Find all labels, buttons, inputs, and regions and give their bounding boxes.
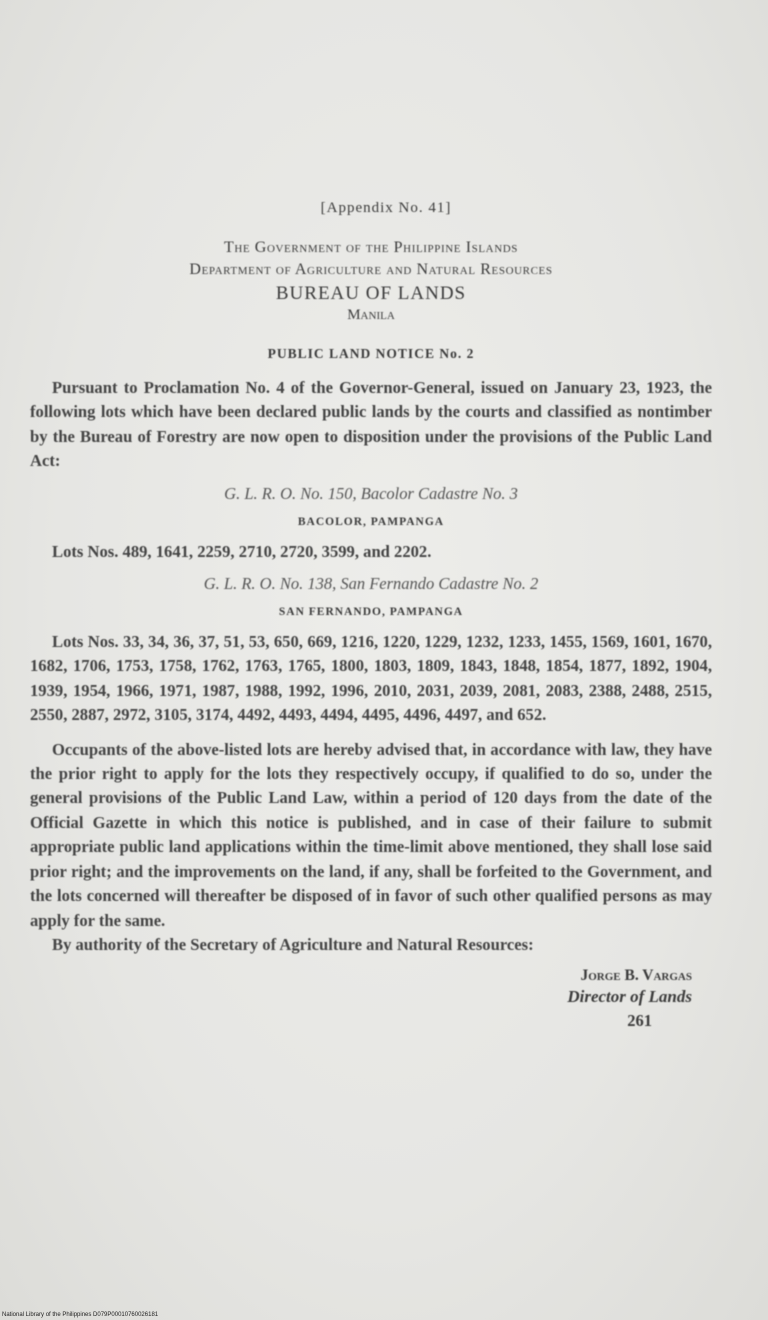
bureau-heading: BUREAU OF LANDS xyxy=(275,283,467,304)
signature-block xyxy=(30,967,712,1007)
signatory-title: Director of Lands xyxy=(567,987,692,1007)
section2-heading: G. L. R. O. No. 138, San Fernando Cadastre No. 2 xyxy=(203,574,539,594)
section2-place: SAN FERNANDO, PAMPANGA xyxy=(278,606,464,619)
section1-heading: G. L. R. O. No. 150, Bacolor Cadastre No. 3 xyxy=(224,483,518,503)
notice-content xyxy=(30,200,712,1031)
government-heading: The Government of the Philippine Islands xyxy=(223,239,519,256)
section2-lots: Lots Nos. 33, 34, 36, 37, 51, 53, 650, 669, 1216, 1220, 1229, 1232, 1233, 1455, 1569, 1601, 1670, 1682, 1706, 1753, 1758, 1762, 1763, 1765, 1800, 1803, 1809, 1843, 1848, 1854, 1877, 1892, 1904, 1939, 1954, 1966, 1971, 1987, 1988, 1992, 1996, 2010, 2031, 2039, 2081, 2083, 2388, 2488, 2515, 2550, 2887, 2972, 3105, 3174, 4492, 4493, 4494, 4495, 4496, 4497, and 652. xyxy=(30,632,712,725)
page-number: 261 xyxy=(627,1011,652,1031)
section1-lots: Lots Nos. 489, 1641, 2259, 2710, 2720, 3599, and 2202. xyxy=(52,541,432,561)
city-heading: Manila xyxy=(347,307,395,323)
occupants-paragraph: Occupants of the above-listed lots are hereby advised that, in accordance with law, they have the prior right to apply for the lots they respectively occupy, if qualified to do so, under the general provisions of the Public Land Law, within a period of 120 days from the date of the Official Gazette in which this notice is published, and in case of their failure to submit appropriate public land applications within the time-limit above mentioned, they shall lose said prior right; and the improvements on the land, if any, shall be forfeited to the Government, and the lots concerned will thereafter be disposed of in favor of such other qualified persons as may apply for the same. xyxy=(30,739,712,930)
library-footer: National Library of the Philippines D079P00010760026181 xyxy=(2,1312,159,1318)
notice-title: PUBLIC LAND NOTICE No. 2 xyxy=(267,346,475,361)
authority-line: By authority of the Secretary of Agriculture and Natural Resources: xyxy=(52,934,534,954)
section1-place: BACOLOR, PAMPANGA xyxy=(297,515,445,528)
signatory-name: Jorge B. Vargas xyxy=(580,967,692,985)
department-heading: Department of Agriculture and Natural Resources xyxy=(189,261,553,278)
appendix-label: [Appendix No. 41] xyxy=(320,200,452,216)
intro-paragraph: Pursuant to Proclamation No. 4 of the Governor-General, issued on January 23, 1923, the following lots which have been declared public lands by the courts and classified as nontimber by the Bureau of Forestry are now open to disposition under the provisions of the Public Land Act: xyxy=(30,378,712,471)
